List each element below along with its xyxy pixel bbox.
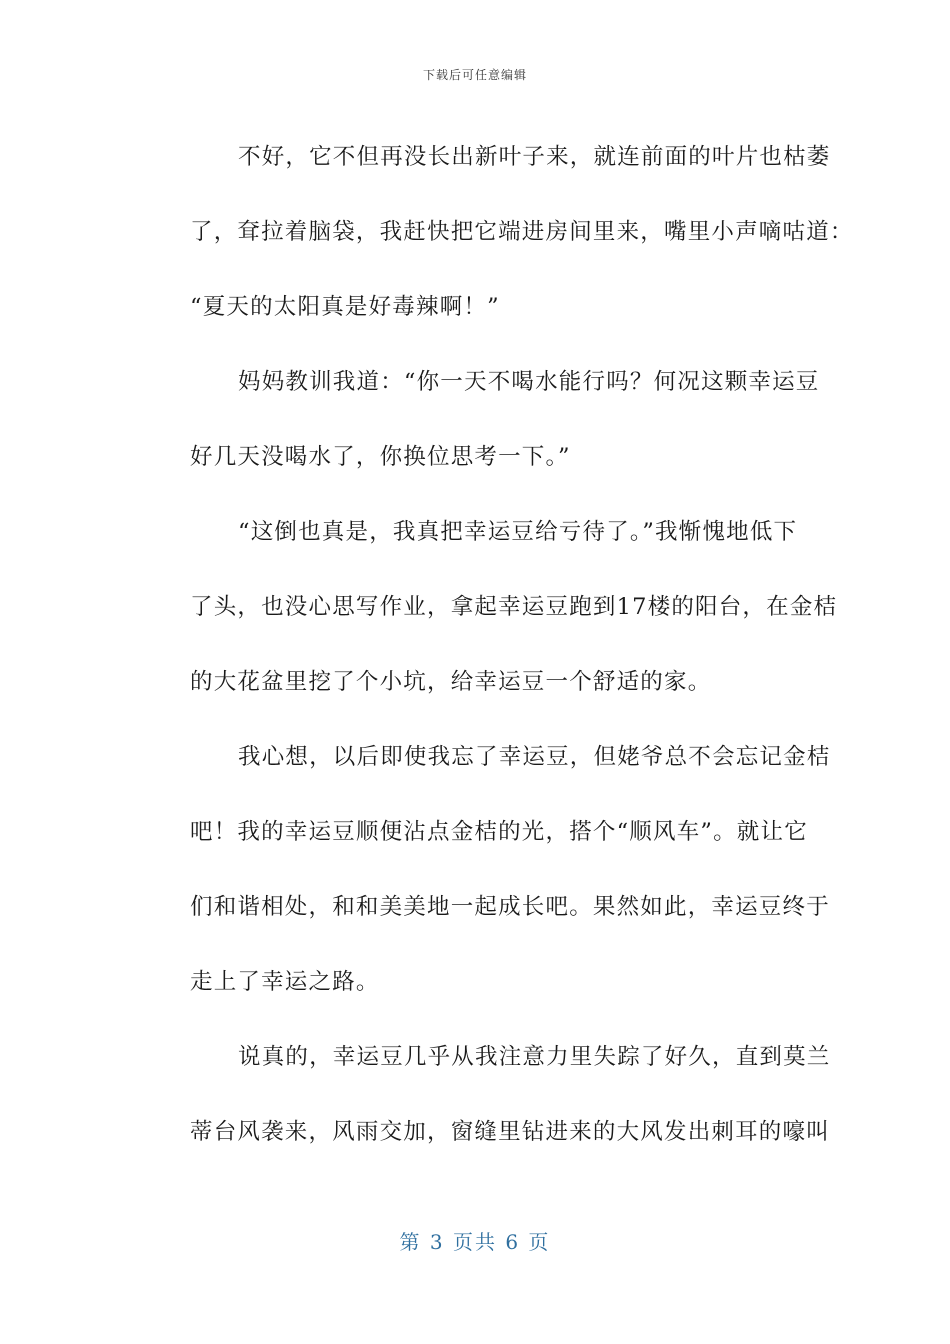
paragraph	[145, 120, 854, 345]
text-line: 们和谐相处，和和美美地一起成长吧。果然如此，幸运豆终于	[190, 894, 830, 920]
text-line: 妈妈教训我道：“你一天不喝水能行吗？何况这颗幸运豆	[238, 369, 820, 395]
document-body	[145, 120, 854, 1170]
text-line: 说真的，幸运豆几乎从我注意力里失踪了好久，直到莫兰	[238, 1044, 831, 1070]
header-note: 下载后可任意编辑	[422, 68, 527, 82]
paragraph	[145, 1020, 831, 1170]
text-line: 了，耷拉着脑袋，我赶快把它端进房间里来，嘴里小声嘀咕道：	[190, 219, 854, 245]
paragraph	[145, 345, 820, 495]
text-line: “夏天的太阳真是好毒辣啊！”	[190, 294, 500, 320]
paragraph	[145, 720, 831, 1020]
text-line: 走上了幸运之路。	[190, 969, 380, 995]
text-line: “这倒也真是，我真把幸运豆给亏待了。”我惭愧地低下	[238, 519, 798, 545]
text-line: 我心想，以后即使我忘了幸运豆，但姥爷总不会忘记金桔	[238, 744, 831, 770]
paragraph	[145, 495, 838, 720]
text-line: 了头，也没心思写作业，拿起幸运豆跑到17楼的阳台，在金桔	[190, 594, 838, 620]
text-line: 蒂台风袭来，风雨交加，窗缝里钻进来的大风发出刺耳的嚎叫	[190, 1119, 830, 1145]
page-number-footer: 第 3 页共 6 页	[399, 1230, 551, 1254]
text-line: 好几天没喝水了，你换位思考一下。”	[190, 444, 571, 470]
text-line: 吧！我的幸运豆顺便沾点金桔的光，搭个“顺风车”。就让它	[190, 819, 808, 845]
text-line: 不好，它不但再没长出新叶子来，就连前面的叶片也枯萎	[238, 144, 831, 170]
text-line: 的大花盆里挖了个小坑，给幸运豆一个舒适的家。	[190, 669, 712, 695]
